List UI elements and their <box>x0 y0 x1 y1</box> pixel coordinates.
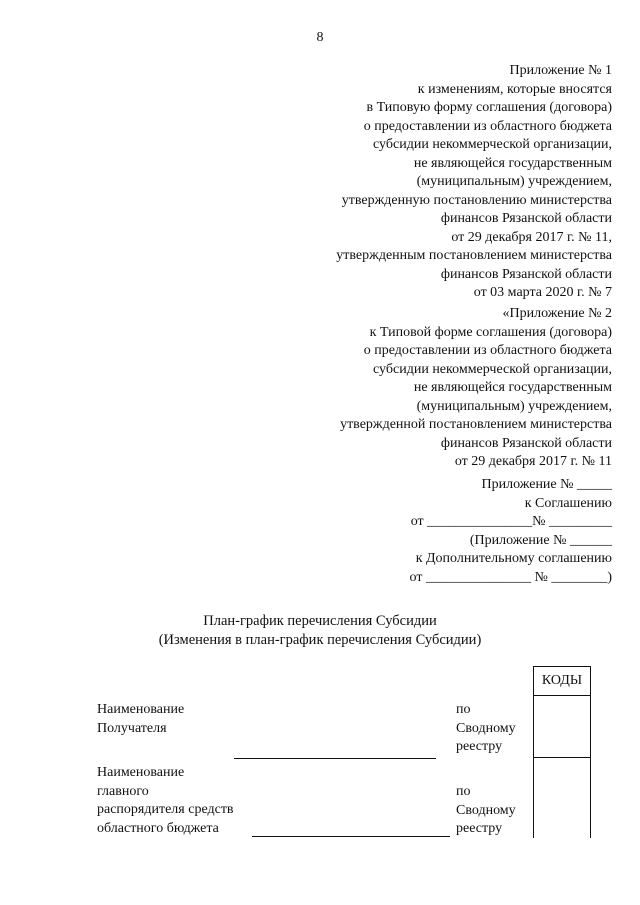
annex-1-line: к изменениям, которые вносятся <box>417 81 612 97</box>
annex-2-line: «Приложение № 2 <box>502 306 612 321</box>
distributor-label <box>97 764 234 838</box>
recipient-label-line: Наименование <box>97 702 185 717</box>
annex-2-line: (муниципальным) учреждением, <box>416 398 612 414</box>
annex-1-line: утвержденным постановлением министерства <box>336 248 612 263</box>
registry-label-line: Сводному <box>456 720 516 736</box>
agreement-annex-heading <box>410 476 612 587</box>
agreement-line: Приложение № _____ <box>481 477 612 492</box>
distributor-registry-label <box>456 783 516 839</box>
annex-2-line: к Типовой форме соглашения (договора) <box>369 324 612 340</box>
annex-1-line: от 29 декабря 2017 г. № 11, <box>451 229 612 245</box>
registry-label-line: реестру <box>456 739 503 754</box>
codes-cell-recipient <box>533 695 591 758</box>
distributor-label-line: распорядителя средств <box>97 802 234 817</box>
codes-header: КОДЫ <box>533 666 591 696</box>
agreement-line: к Дополнительному соглашению <box>415 551 612 566</box>
agreement-line: к Соглашению <box>524 495 612 511</box>
annex-1-line: Приложение № 1 <box>509 63 612 78</box>
recipient-label-line: Получателя <box>97 720 167 736</box>
annex-1-line: финансов Рязанской области <box>440 211 612 226</box>
registry-label-line: Сводному <box>456 802 516 818</box>
annex-2-line: от 29 декабря 2017 г. № 11 <box>454 454 612 469</box>
registry-label-line: по <box>456 702 471 717</box>
annex-1-line: от 03 марта 2020 г. № 7 <box>473 285 612 300</box>
registry-label-line: по <box>456 784 471 799</box>
distributor-label-line: областного бюджета <box>97 820 219 836</box>
agreement-line: (Приложение № ______ <box>469 532 612 548</box>
annex-2-line: субсидии некоммерческой организации, <box>373 361 612 377</box>
title-line-1: План-график перечисления Субсидии <box>203 613 437 629</box>
annex-1-line: (муниципальным) учреждением, <box>416 174 612 189</box>
annex-1-line: субсидии некоммерческой организации, <box>373 137 612 152</box>
annex-2-line: финансов Рязанской области <box>440 435 612 451</box>
annex-2-line: не являющейся государственным <box>413 380 612 395</box>
distributor-name-underline[interactable] <box>252 836 450 837</box>
annex-1-line: финансов Рязанской области <box>440 266 612 282</box>
recipient-registry-label <box>456 701 516 757</box>
agreement-line: от _______________ № ________) <box>409 569 612 585</box>
agreement-line: от _______________№ _________ <box>410 514 612 529</box>
annex-1-line: утвержденную постановлению министерства <box>341 192 612 208</box>
annex-1-heading <box>336 62 612 303</box>
page-number: 8 <box>316 30 324 45</box>
document-title <box>0 612 640 650</box>
title-line-2: (Изменения в план-график перечисления Субсидии) <box>158 632 482 648</box>
annex-1-line: о предоставлении из областного бюджета <box>363 118 612 134</box>
distributor-label-line: главного <box>97 783 149 799</box>
distributor-label-line: Наименование <box>97 765 185 780</box>
recipient-name-underline[interactable] <box>234 758 436 759</box>
recipient-label <box>97 701 184 738</box>
annex-2-heading <box>340 305 612 472</box>
annex-2-line: о предоставлении из областного бюджета <box>363 343 612 358</box>
annex-1-line: в Типовую форму соглашения (договора) <box>366 100 612 115</box>
annex-1-line: не являющейся государственным <box>413 155 612 171</box>
codes-cell-distributor <box>533 758 591 838</box>
annex-2-line: утвержденной постановлением министерства <box>340 417 612 432</box>
registry-label-line: реестру <box>456 821 503 836</box>
